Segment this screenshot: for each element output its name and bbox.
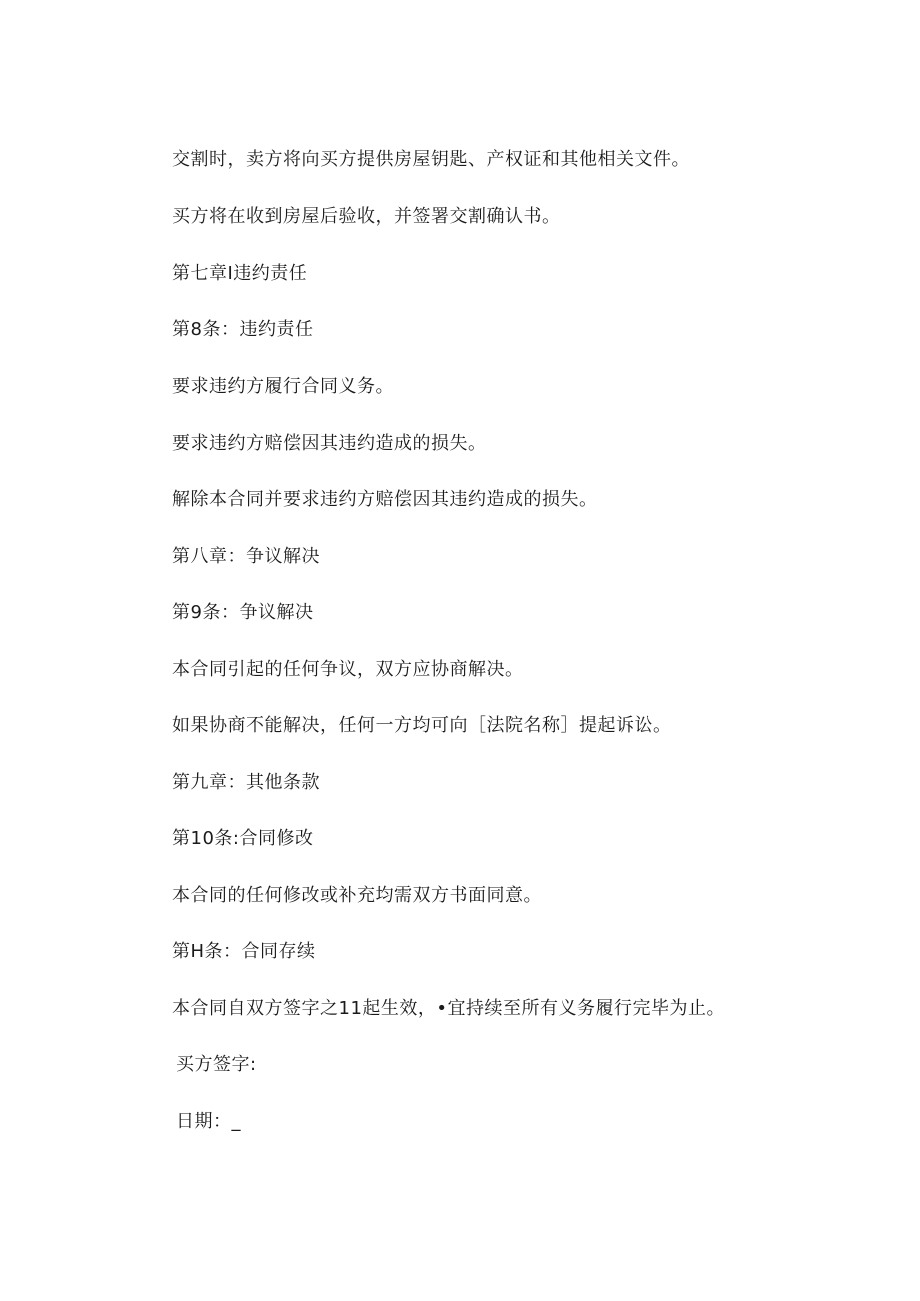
paragraph-buyer-acceptance: 买方将在收到房屋后验收，并签署交割确认书。 <box>172 206 561 227</box>
paragraph-perform-obligations: 要求违约方履行合同义务。 <box>172 376 394 397</box>
chapter-heading-9: 第九章：其他条款 <box>172 772 320 793</box>
paragraph-litigation: 如果协商不能解决，任何一方均可向［法院名称］提起诉讼。 <box>172 715 672 736</box>
buyer-signature-label: 买方签字: <box>176 1054 257 1075</box>
paragraph-handover-documents: 交割时，卖方将向买方提供房屋钥匙、产权证和其他相关文件。 <box>172 149 690 170</box>
article-heading-8: 第8条：违约责任 <box>172 319 314 340</box>
date-label: 日期：_ <box>176 1111 241 1132</box>
paragraph-amendment: 本合同的任何修改或补充均需双方书面同意。 <box>172 885 542 906</box>
chapter-heading-8: 第八章：争议解决 <box>172 546 320 567</box>
article-heading-9: 第9条：争议解决 <box>172 602 314 623</box>
paragraph-compensate-losses: 要求违约方赔偿因其违约造成的损失。 <box>172 433 487 454</box>
paragraph-terminate-contract: 解除本合同并要求违约方赔偿因其违约造成的损失。 <box>172 489 598 510</box>
paragraph-dispute-negotiation: 本合同引起的任何争议，双方应协商解决。 <box>172 659 524 680</box>
article-heading-10: 第10条:合同修改 <box>172 828 314 849</box>
article-heading-11: 第H条：合同存续 <box>172 941 316 962</box>
paragraph-effectiveness: 本合同自双方签字之11起生效，•宜持续至所有义务履行完毕为止。 <box>172 998 726 1019</box>
chapter-heading-7: 第七章I违约责任 <box>172 263 308 284</box>
